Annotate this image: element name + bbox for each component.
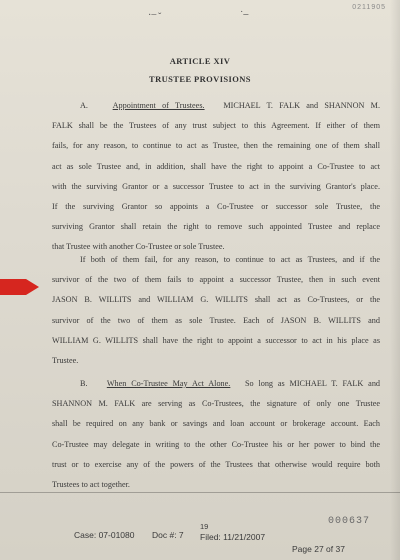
filed-date: Filed: 11/21/2007 <box>200 532 266 542</box>
page-count: Page 27 of 37 <box>292 544 345 554</box>
text-line: fails, for any reason, to continue to act as Trustee, then the remaining one of them shall <box>52 141 380 151</box>
stray-mark: · ̶ <box>148 10 154 21</box>
doc-sub-number: 19 <box>200 522 209 531</box>
text-line <box>52 96 380 116</box>
article-title: ARTICLE XIV <box>169 56 231 66</box>
text-line: that Trustee with another Co-Trustee or sole Trustee. <box>52 242 225 252</box>
section-title: When Co-Trustee May Act Alone. <box>106 379 231 388</box>
text-line: survivor of the two of them as sole Trustee. Each of JASON B. WILLITS and <box>52 315 380 325</box>
paragraph-co-trustee <box>52 374 380 495</box>
text-line: Trustees to act together. <box>52 479 130 489</box>
text-line: FALK shall be the Trustees of any trust subject to this Agreement. If either of them <box>52 121 380 131</box>
text-fragment: So long as MICHAEL T. FALK and <box>244 379 381 388</box>
page-fold-line <box>0 492 400 493</box>
page-shadow <box>390 0 400 560</box>
paragraph-successors <box>52 250 380 371</box>
section-letter: B. <box>80 379 88 388</box>
red-arrow-flag-icon <box>0 276 40 298</box>
text-fragment: MICHAEL T. FALK and SHANNON M. <box>223 101 380 110</box>
text-line: WILLIAM G. WILLITS shall have the right to appoint a successor to act in his place as <box>52 335 380 345</box>
text-line: Trustee. <box>52 355 79 365</box>
text-line: SHANNON M. FALK are serving as Co-Trustees, the signature of only one Trustee <box>52 399 380 409</box>
doc-number: Doc #: 7 <box>152 530 184 540</box>
stray-mark: ˇ <box>158 12 162 23</box>
section-title: Appointment of Trustees. <box>112 101 205 110</box>
paragraph-appointment <box>52 96 380 258</box>
text-line <box>52 374 380 394</box>
text-line: Co-Trustee may delegate in writing to the other Co-Trustee his or her power to bind the <box>52 439 380 449</box>
section-letter: A. <box>80 101 88 110</box>
top-stamp: 0211905 <box>352 4 386 11</box>
text-line: act as sole Trustee and, in addition, shall have the right to appoint a Co-Trustee to act <box>52 161 380 171</box>
text-line: with the surviving Grantor or a successor Trustee to act in the surviving Grantor's place. <box>52 181 380 191</box>
case-number: Case: 07-01080 <box>74 530 135 540</box>
arrow-shape <box>0 279 39 295</box>
text-line: shall be required on any bank or savings and loan account or brokerage account. Each <box>52 419 380 429</box>
section-heading: TRUSTEE PROVISIONS <box>149 74 251 84</box>
text-line: trust or to exercise any of the powers of the Trustees that otherwise would require both <box>52 459 380 469</box>
bates-number: 000637 <box>328 516 371 527</box>
stray-marks <box>140 10 270 28</box>
text-line: If both of them fail, for any reason, to continue to act as Trustees, and if the <box>80 255 380 264</box>
text-line: If the surviving Grantor so appoints a Co-Trustee or successor sole Trustee, the <box>52 201 380 211</box>
text-line: JASON B. WILLITS and WILLIAM G. WILLITS shall act as Co-Trustees, or the <box>52 295 380 305</box>
text-line: surviving Grantor shall retain the right to remove such appointed Trustee and replace <box>52 222 380 232</box>
stray-mark: ˙ ̶̶ <box>240 10 246 21</box>
text-line: survivor of the two of them fails to appoint a successor Trustee, then in such event <box>52 275 380 285</box>
